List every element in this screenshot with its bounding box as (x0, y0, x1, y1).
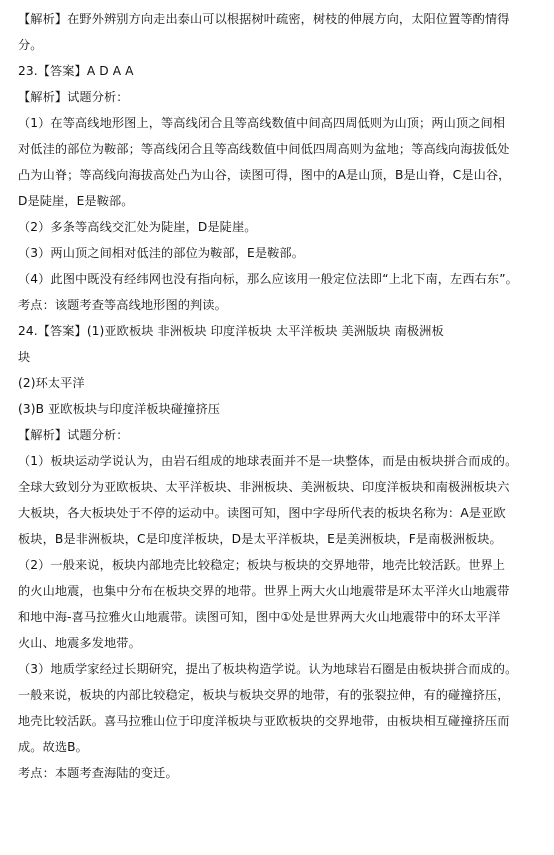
text-line: 【解析】试题分析： (18, 428, 129, 442)
question-23-answer: 23.【答案】A D A A (18, 64, 134, 78)
text-line: 块 (18, 350, 31, 364)
text-line: 一般来说，板块的内部比较稳定，板块与板块交界的地带，有的张裂拉伸，有的碰撞挤压， (18, 688, 510, 702)
text-line: 和地中海-喜马拉雅火山地震带。读图可知，图中①处是世界两大火山地震带中的环太平洋 (18, 610, 501, 624)
text-line: （1）在等高线地形图上，等高线闭合且等高线数值中间高四周低则为山顶；两山顶之间相 (18, 116, 506, 130)
text-line: （1）板块运动学说认为，由岩石组成的地球表面并不是一块整体，而是由板块拼合而成的。 (18, 454, 518, 468)
text-line: （4）此图中既没有经纬网也没有指向标，那么应该用一般定位法即“上北下南，左西右东”。 (18, 272, 518, 286)
text-line: 分。 (18, 38, 43, 52)
text-line: 全球大致划分为亚欧板块、太平洋板块、非洲板块、美洲板块、印度洋板块和南极洲板块六 (18, 480, 510, 494)
text-line: 【解析】在野外辨别方向走出泰山可以根据树叶疏密，树枝的伸展方向，太阳位置等酌情得 (18, 12, 510, 26)
text-line: （2）一般来说，板块内部地壳比较稳定；板块与板块的交界地带，地壳比较活跃。世界上 (18, 558, 506, 572)
text-line: （3）两山顶之间相对低洼的部位为鞍部，E是鞍部。 (18, 246, 304, 260)
text-line: （2）多条等高线交汇处为陡崖，D是陡崖。 (18, 220, 257, 234)
text-line: 板块，B是非洲板块，C是印度洋板块，D是太平洋板块，E是美洲板块，F是南极洲板块。 (18, 532, 502, 546)
text-line: 地壳比较活跃。喜马拉雅山位于印度洋板块与亚欧板块的交界地带，由板块相互碰撞挤压而 (18, 714, 510, 728)
text-line: (3)B 亚欧板块与印度洋板块碰撞挤压 (18, 402, 221, 416)
text-line: D是陡崖，E是鞍部。 (18, 194, 134, 208)
text-line: 成。故选B。 (18, 740, 88, 754)
text-line: 对低洼的部位为鞍部；等高线闭合且等高线数值中间低四周高则为盆地；等高线向海拔低处 (18, 142, 510, 156)
text-line: 大板块，各大板块处于不停的运动中。读图可知，图中字母所代表的板块名称为：A是亚欧 (18, 506, 506, 520)
text-line: 【解析】试题分析： (18, 90, 129, 104)
text-line: 凸为山脊；等高线向海拔高处凸为山谷，读图可得，图中的A是山顶，B是山脊，C是山谷， (18, 168, 511, 182)
text-line: 火山、地震多发地带。 (18, 636, 141, 650)
text-line: 考点：本题考查海陆的变迁。 (18, 766, 178, 780)
question-24-answer: 24.【答案】(1)亚欧板块 非洲板块 印度洋板块 太平洋板块 美洲版块 南极洲板 (18, 324, 444, 338)
text-line: （3）地质学家经过长期研究，提出了板块构造学说。认为地球岩石圈是由板块拼合而成的。 (18, 662, 518, 676)
text-line: (2)环太平洋 (18, 376, 85, 390)
text-line: 的火山地震，也集中分布在板块交界的地带。世界上两大火山地震带是环太平洋火山地震带 (18, 584, 510, 598)
text-line: 考点：该题考查等高线地形图的判读。 (18, 298, 227, 312)
